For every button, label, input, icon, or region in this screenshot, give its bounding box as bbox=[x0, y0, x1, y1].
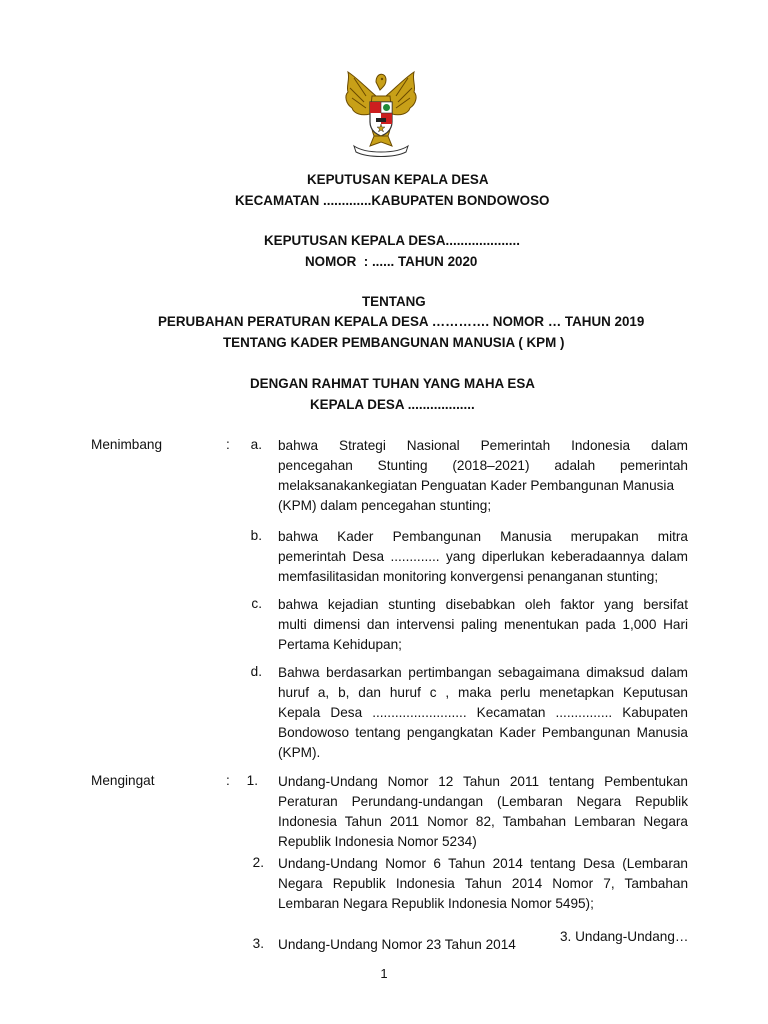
page-number: 1 bbox=[380, 966, 388, 981]
consideration-b bbox=[278, 527, 688, 587]
item-marker: 3. bbox=[252, 936, 264, 951]
item-marker: 2. bbox=[252, 855, 264, 870]
subject-line-2: TENTANG KADER PEMBANGUNAN MANUSIA ( KPM ) bbox=[223, 335, 565, 350]
legal-basis-2 bbox=[278, 854, 688, 914]
line: pencegahan Stunting (2018–2021) adalah pemerintah bbox=[278, 458, 688, 473]
catchword: 3. Undang-Undang… bbox=[560, 929, 689, 944]
line: Undang-Undang Nomor 6 Tahun 2014 tentang Desa (Lembaran bbox=[278, 856, 688, 871]
title-line-1: KEPUTUSAN KEPALA DESA bbox=[307, 172, 489, 187]
line: melaksanakankegiatan Penguatan Kader Pembangunan Manusia bbox=[278, 478, 675, 493]
line: Peraturan Perundang-undangan (Lembaran Negara Republik bbox=[278, 794, 688, 809]
line: bahwa Kader Pembangunan Manusia merupakan mitra bbox=[278, 529, 688, 544]
line: Bahwa berdasarkan pertimbangan sebagaimana dimaksud dalam bbox=[278, 665, 688, 680]
line: Pertama Kehidupan; bbox=[278, 637, 402, 652]
decree-number: NOMOR : ...... TAHUN 2020 bbox=[305, 254, 478, 269]
line: huruf a, b, dan huruf c , maka perlu menetapkan Keputusan bbox=[278, 685, 688, 700]
decree-title: KEPUTUSAN KEPALA DESA.................... bbox=[264, 233, 520, 248]
line: Negara Republik Indonesia Tahun 2014 Nomor 7, Tambahan bbox=[278, 876, 688, 891]
line: Undang-Undang Nomor 23 Tahun 2014 bbox=[278, 937, 516, 952]
title-line-2: KECAMATAN .............KABUPATEN BONDOWOSO bbox=[235, 193, 550, 208]
section-colon: : bbox=[226, 437, 230, 452]
section-colon: : bbox=[226, 773, 230, 788]
line: Kepala Desa ......................... Kecamatan ............... Kabupaten bbox=[278, 705, 688, 720]
line: Republik Indonesia Nomor 5234) bbox=[278, 834, 477, 849]
about-label: TENTANG bbox=[362, 294, 426, 309]
line: (KPM). bbox=[278, 745, 321, 760]
line: multi dimensi dan intervensi paling menentukan pada 1,000 Hari bbox=[278, 617, 688, 632]
line: Lembaran Negara Republik Indonesia Nomor 5495); bbox=[278, 896, 594, 911]
section-label-mengingat: Mengingat bbox=[91, 773, 155, 788]
line: Undang-Undang Nomor 12 Tahun 2011 tentang Pembentukan bbox=[278, 774, 688, 789]
item-marker: a. bbox=[250, 437, 262, 452]
authority: KEPALA DESA .................. bbox=[310, 397, 475, 412]
line: memfasilitasidan monitoring konvergensi penanganan stunting; bbox=[278, 569, 659, 584]
subject-line-1: PERUBAHAN PERATURAN KEPALA DESA …………. NOMOR … TAHUN 2019 bbox=[158, 314, 645, 329]
line: Indonesia Tahun 2011 Nomor 82, Tambahan Lembaran Negara bbox=[278, 814, 688, 829]
garuda-emblem bbox=[340, 66, 422, 160]
item-marker: 1. bbox=[246, 773, 258, 788]
consideration-c bbox=[278, 595, 688, 655]
line: pemerintah Desa ............. yang diperlukan keberadaannya dalam bbox=[278, 549, 688, 564]
legal-basis-3 bbox=[278, 935, 548, 955]
consideration-a bbox=[278, 436, 688, 516]
item-marker: c. bbox=[251, 596, 262, 611]
item-marker: b. bbox=[250, 528, 262, 543]
section-label-menimbang: Menimbang bbox=[91, 437, 163, 452]
consideration-d bbox=[278, 663, 688, 763]
line: bahwa Strategi Nasional Pemerintah Indonesia dalam bbox=[278, 438, 688, 453]
invocation: DENGAN RAHMAT TUHAN YANG MAHA ESA bbox=[250, 376, 535, 391]
legal-basis-1 bbox=[278, 772, 688, 852]
item-marker: d. bbox=[250, 664, 262, 679]
line: (KPM) dalam pencegahan stunting; bbox=[278, 498, 492, 513]
line: bahwa kejadian stunting disebabkan oleh faktor yang bersifat bbox=[278, 597, 688, 612]
line: Bondowoso tentang pengangkatan Kader Pembangunan Manusia bbox=[278, 725, 688, 740]
